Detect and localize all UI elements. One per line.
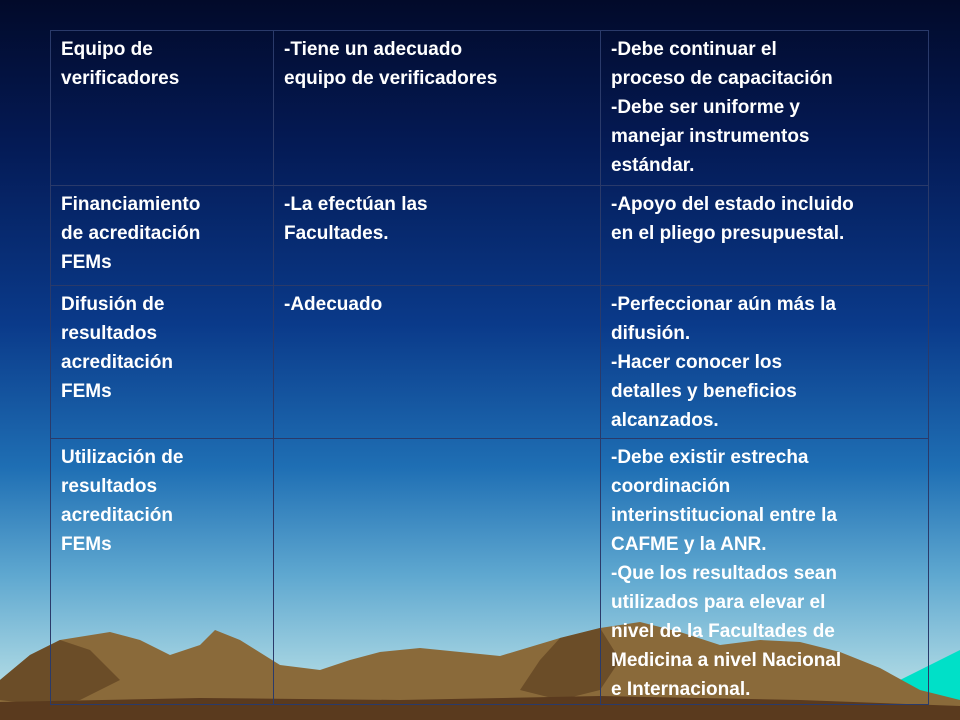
table-row	[51, 439, 929, 705]
table-cell-status	[274, 439, 601, 705]
table-cell-recommendation: -Apoyo del estado incluido en el pliego presupuestal.	[601, 186, 929, 286]
evaluation-table	[50, 30, 929, 705]
table-cell-topic: Equipo de verificadores	[51, 31, 274, 186]
table-cell-recommendation: -Perfeccionar aún más la difusión. -Hacer conocer los detalles y beneficios alcanzados.	[601, 286, 929, 439]
table-row	[51, 186, 929, 286]
table-cell-status: -Tiene un adecuado equipo de verificadores	[274, 31, 601, 186]
table-cell-topic: Financiamiento de acreditación FEMs	[51, 186, 274, 286]
table-row	[51, 31, 929, 186]
table-cell-topic: Utilización de resultados acreditación FEMs	[51, 439, 274, 705]
table-cell-recommendation: -Debe existir estrecha coordinación interinstitucional entre la CAFME y la ANR. -Que los resultados sean utilizados para elevar el nivel de la Facultades de Medicina a nivel Nacional e Internacional.	[601, 439, 929, 705]
table-cell-status: -Adecuado	[274, 286, 601, 439]
table-cell-topic: Difusión de resultados acreditación FEMs	[51, 286, 274, 439]
table-cell-recommendation: -Debe continuar el proceso de capacitación -Debe ser uniforme y manejar instrumentos estándar.	[601, 31, 929, 186]
table-cell-status: -La efectúan las Facultades.	[274, 186, 601, 286]
table-row	[51, 286, 929, 439]
